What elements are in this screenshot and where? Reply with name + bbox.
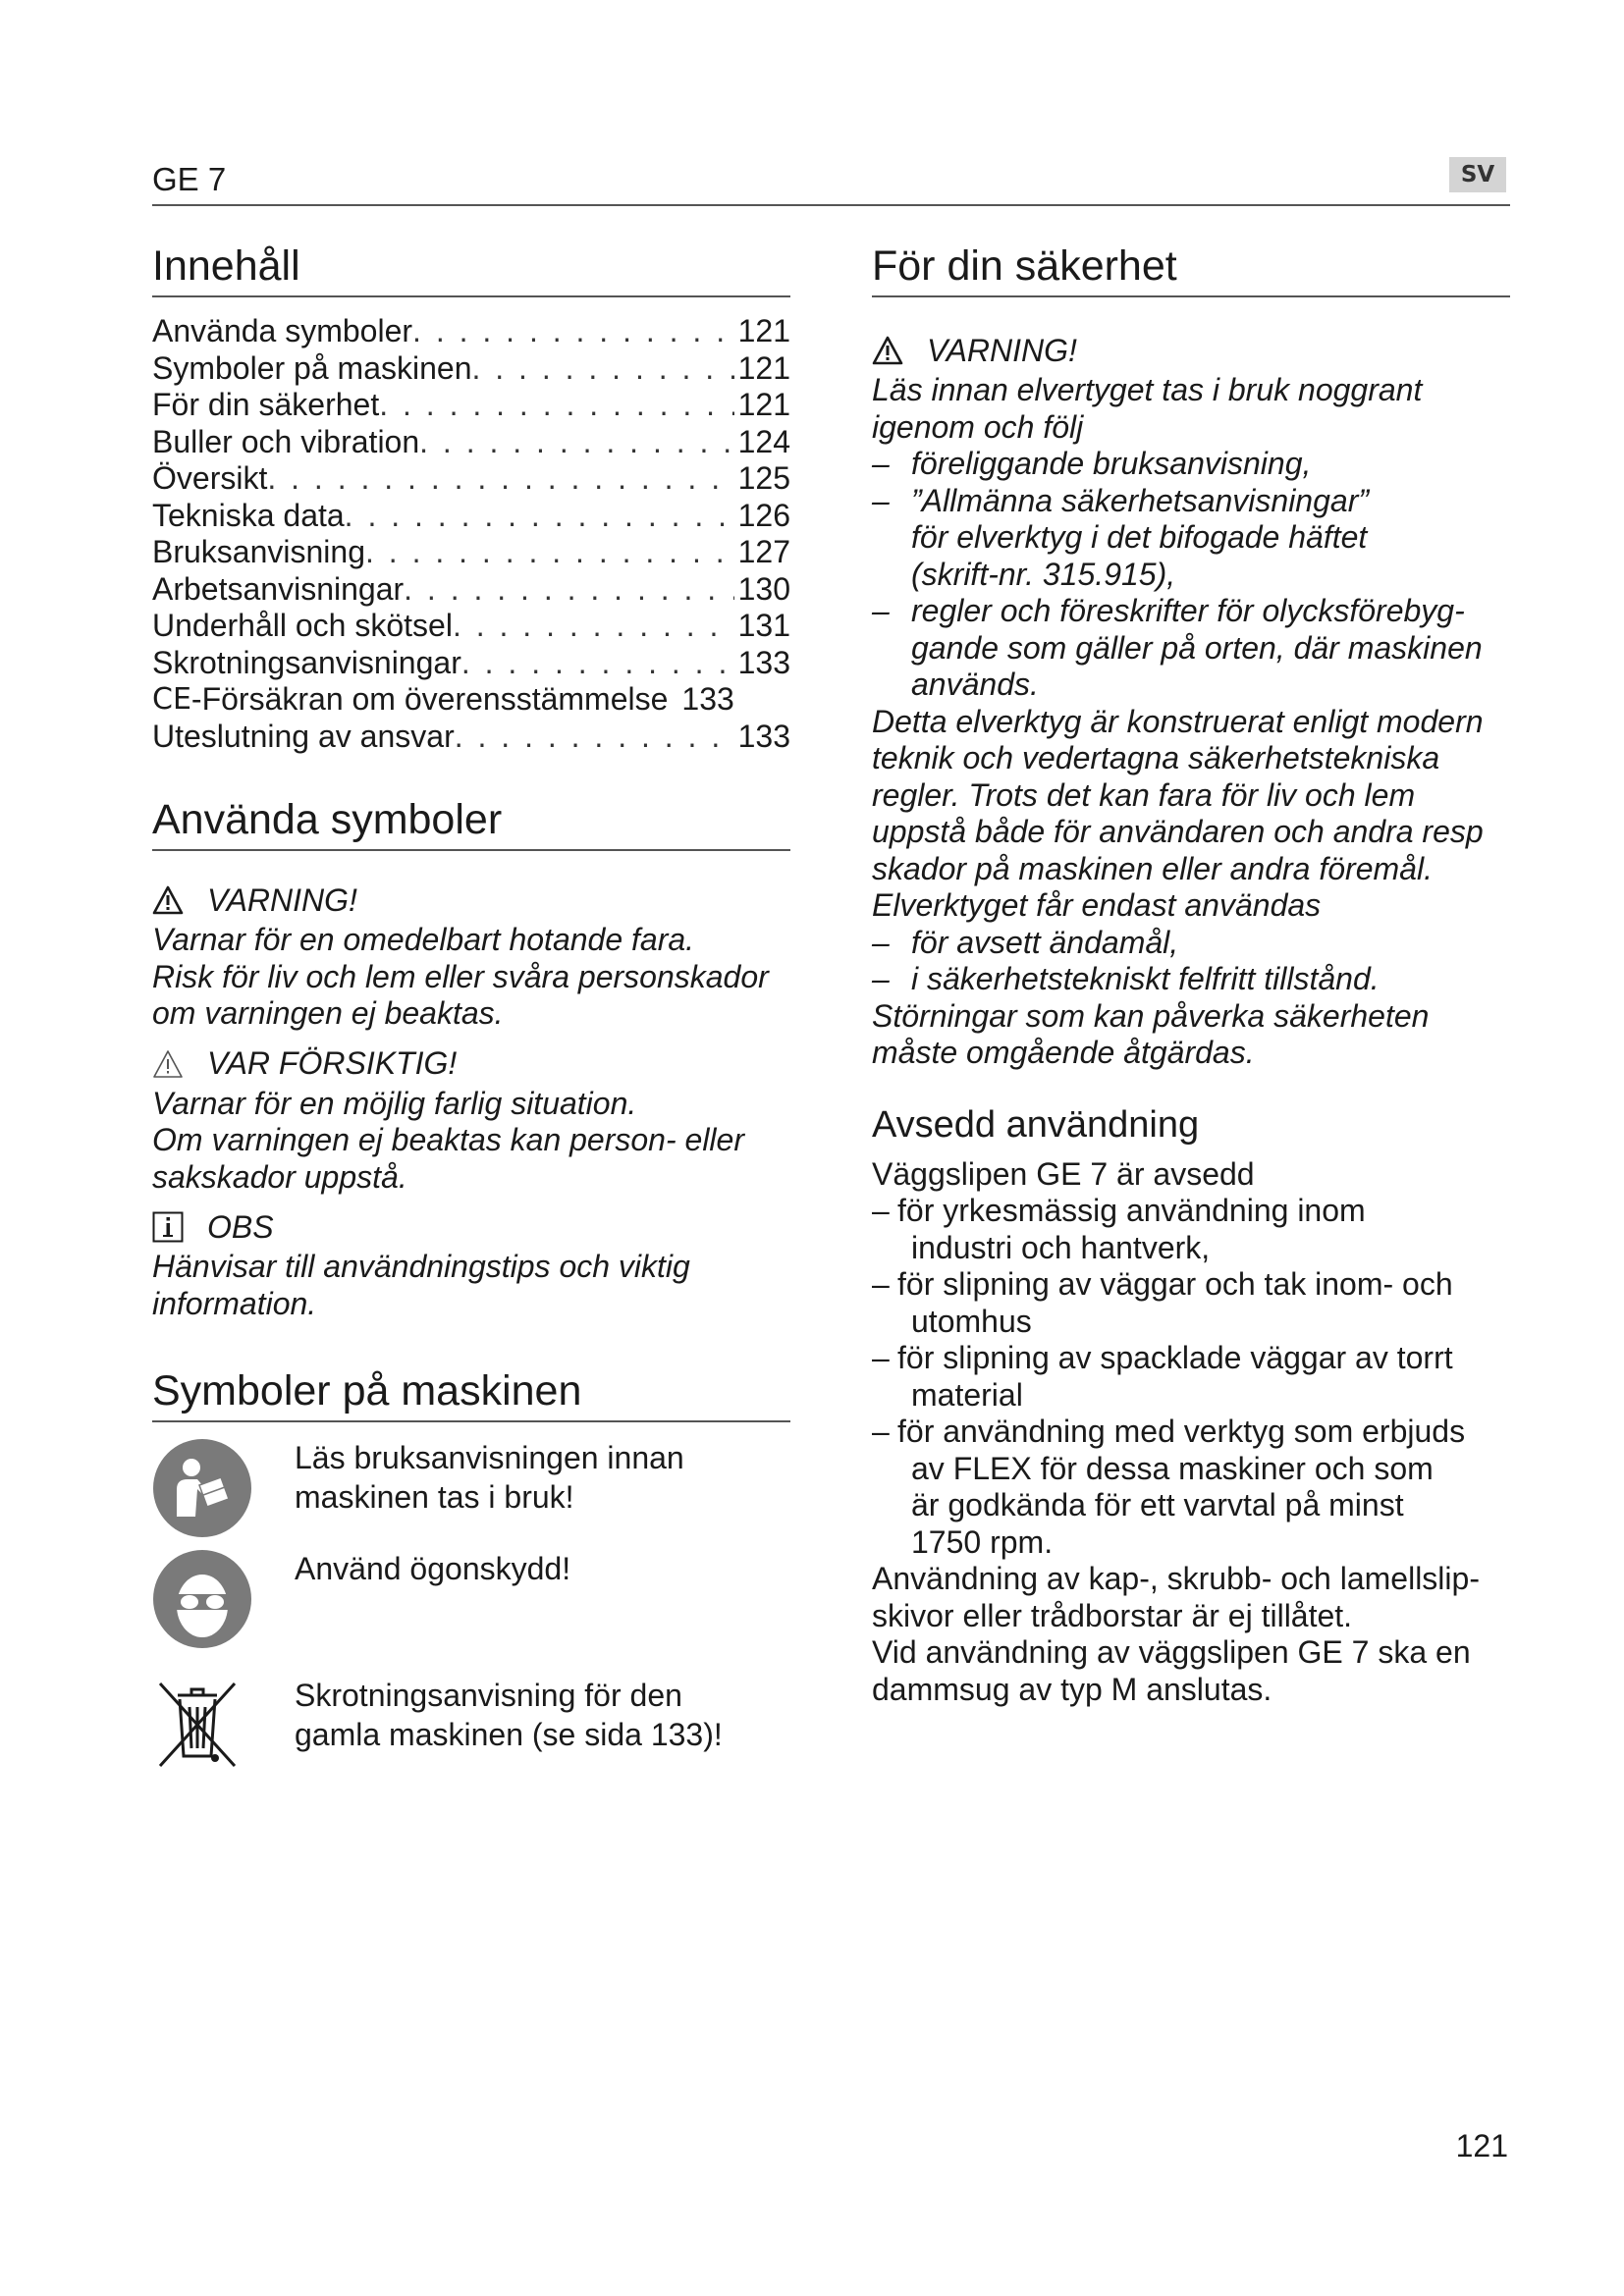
warning-block: VARNING! Varnar för en omedelbart hotande fara. Risk för liv och lem eller svåra personskador om varningen ej beaktas. [152,881,769,1031]
safety-section-title: För din säkerhet [872,240,1510,297]
toc-item[interactable]: CE -Försäkran om överensstämmelse 133 [152,681,734,717]
language-badge: SV [1449,157,1506,192]
read-manual-icon [152,1438,252,1538]
symbol-row: Skrotningsanvisning för den gamla maskinen (se sida 133)! [152,1676,790,1779]
warning-label: VARNING! [927,332,1077,368]
symbols-section-title: Använda symboler [152,794,790,851]
toc-item[interactable]: Buller och vibration . . . 124 [152,424,790,461]
note-block: OBS Hänvisar till användningstips och viktig information. [152,1208,690,1321]
caution-block: VAR FÖRSIKTIG! Varnar för en möjlig farlig situation. Om varningen ej beaktas kan person- eller sakskador uppstå. [152,1045,744,1195]
toc-item[interactable]: Skrotningsanvisningar . . . 133 [152,645,790,682]
info-icon [152,1211,184,1243]
toc-item[interactable]: Uteslutning av ansvar . . . 133 [152,719,790,756]
eye-protection-icon [152,1549,252,1649]
warning-triangle-icon [872,336,903,365]
machine-symbols-title: Symboler på maskinen [152,1365,790,1422]
list-item: – för användning med verktyg som erbjuds av FLEX för dessa maskiner och som är godkända för ett varvtal på minst 1750 rpm. [872,1414,1466,1560]
list-item: – i säkerhetstekniskt felfritt tillstånd. [872,961,1380,996]
symbol-row: Läs bruksanvisningen innan maskinen tas i bruk! [152,1438,790,1543]
usage-block: Väggslipen GE 7 är avsedd – för yrkesmässig användning inom industri och hantverk, – för slipning av väggar och tak inom- och utomhus – för slipning av spacklade väggar av torrt material – för användning med verktyg som erbjuds av FLEX för dessa maskiner och som är godkända för ett varvtal på minst 1750 rpm. Användning av kap-, skrubb- och lamellslip- skivor eller trådborstar är ej tillåtet. Vid användning av väggslipen GE 7 ska en dammsug av typ M anslutas. [872,1156,1510,1709]
toc-item[interactable]: Bruksanvisning . . . 127 [152,534,790,571]
caution-label: VAR FÖRSIKTIG! [207,1045,458,1081]
usage-section-title: Avsedd användning [872,1103,1200,1146]
toc-item[interactable]: För din säkerhet . . . 121 [152,387,790,424]
list-item: – för yrkesmässig användning inom industri och hantverk, [872,1193,1366,1265]
toc-item[interactable]: Översikt . . . 125 [152,460,790,498]
warning-triangle-icon [152,885,184,915]
list-item: – föreliggande bruksanvisning, [872,446,1312,481]
toc-title: Innehåll [152,240,790,297]
list-item: – ”Allmänna säkerhetsanvisningar” för elverktyg i det bifogade häftet (skrift-nr. 315.915), [872,482,1369,592]
note-label: OBS [207,1208,274,1245]
table-of-contents [152,313,790,755]
page-number: 121 [1455,2128,1508,2163]
caution-triangle-icon [152,1049,184,1079]
toc-item[interactable]: Tekniska data . . . 126 [152,498,790,535]
model-name: GE 7 [152,161,227,197]
list-item: – för slipning av spacklade väggar av torrt material [872,1340,1453,1413]
page-header [152,157,1510,206]
list-item: – för avsett ändamål, [872,924,1179,960]
list-item: – för slipning av väggar och tak inom- och utomhus [872,1266,1453,1339]
symbol-row: Använd ögonskydd! [152,1549,790,1654]
toc-item[interactable]: Symboler på maskinen . . . 121 [152,350,790,388]
left-column [152,240,790,1779]
ce-mark-icon: CE [152,682,191,717]
crossed-bin-icon [152,1676,243,1774]
toc-item[interactable]: Underhåll och skötsel . . . 131 [152,608,790,645]
toc-item[interactable]: Använda symboler . . . 121 [152,313,790,350]
toc-item[interactable]: Arbetsanvisningar . . . 130 [152,571,790,609]
safety-warning: VARNING! Läs innan elvertyget tas i bruk noggrant igenom och följ – föreliggande bruksanvisning, – ”Allmänna säkerhetsanvisningar” för elverktyg i det bifogade häftet (skrift-nr. 315.915), – regler och föreskrifter för olycksförebyg- gande som gäller på orten, där maskinen används. Detta elverktyg är konstruerat enligt modern teknik och vedertagna säkerhetstekniska regler. Trots det kan fara för liv och lem uppstå både för användaren och andra resp skador på maskinen eller andra föremål. Elverktyget får endast användas – för avsett ändamål, – i säkerhetstekniskt felfritt tillstånd. Störningar som kan påverka säkerheten måste omgående åtgärdas. [872,329,1510,1072]
list-item: – regler och föreskrifter för olycksförebyg- gande som gäller på orten, där maskinen används. [872,593,1483,702]
right-column [872,240,1510,1708]
machine-symbols-list [152,1438,790,1779]
warning-label: VARNING! [207,881,357,918]
